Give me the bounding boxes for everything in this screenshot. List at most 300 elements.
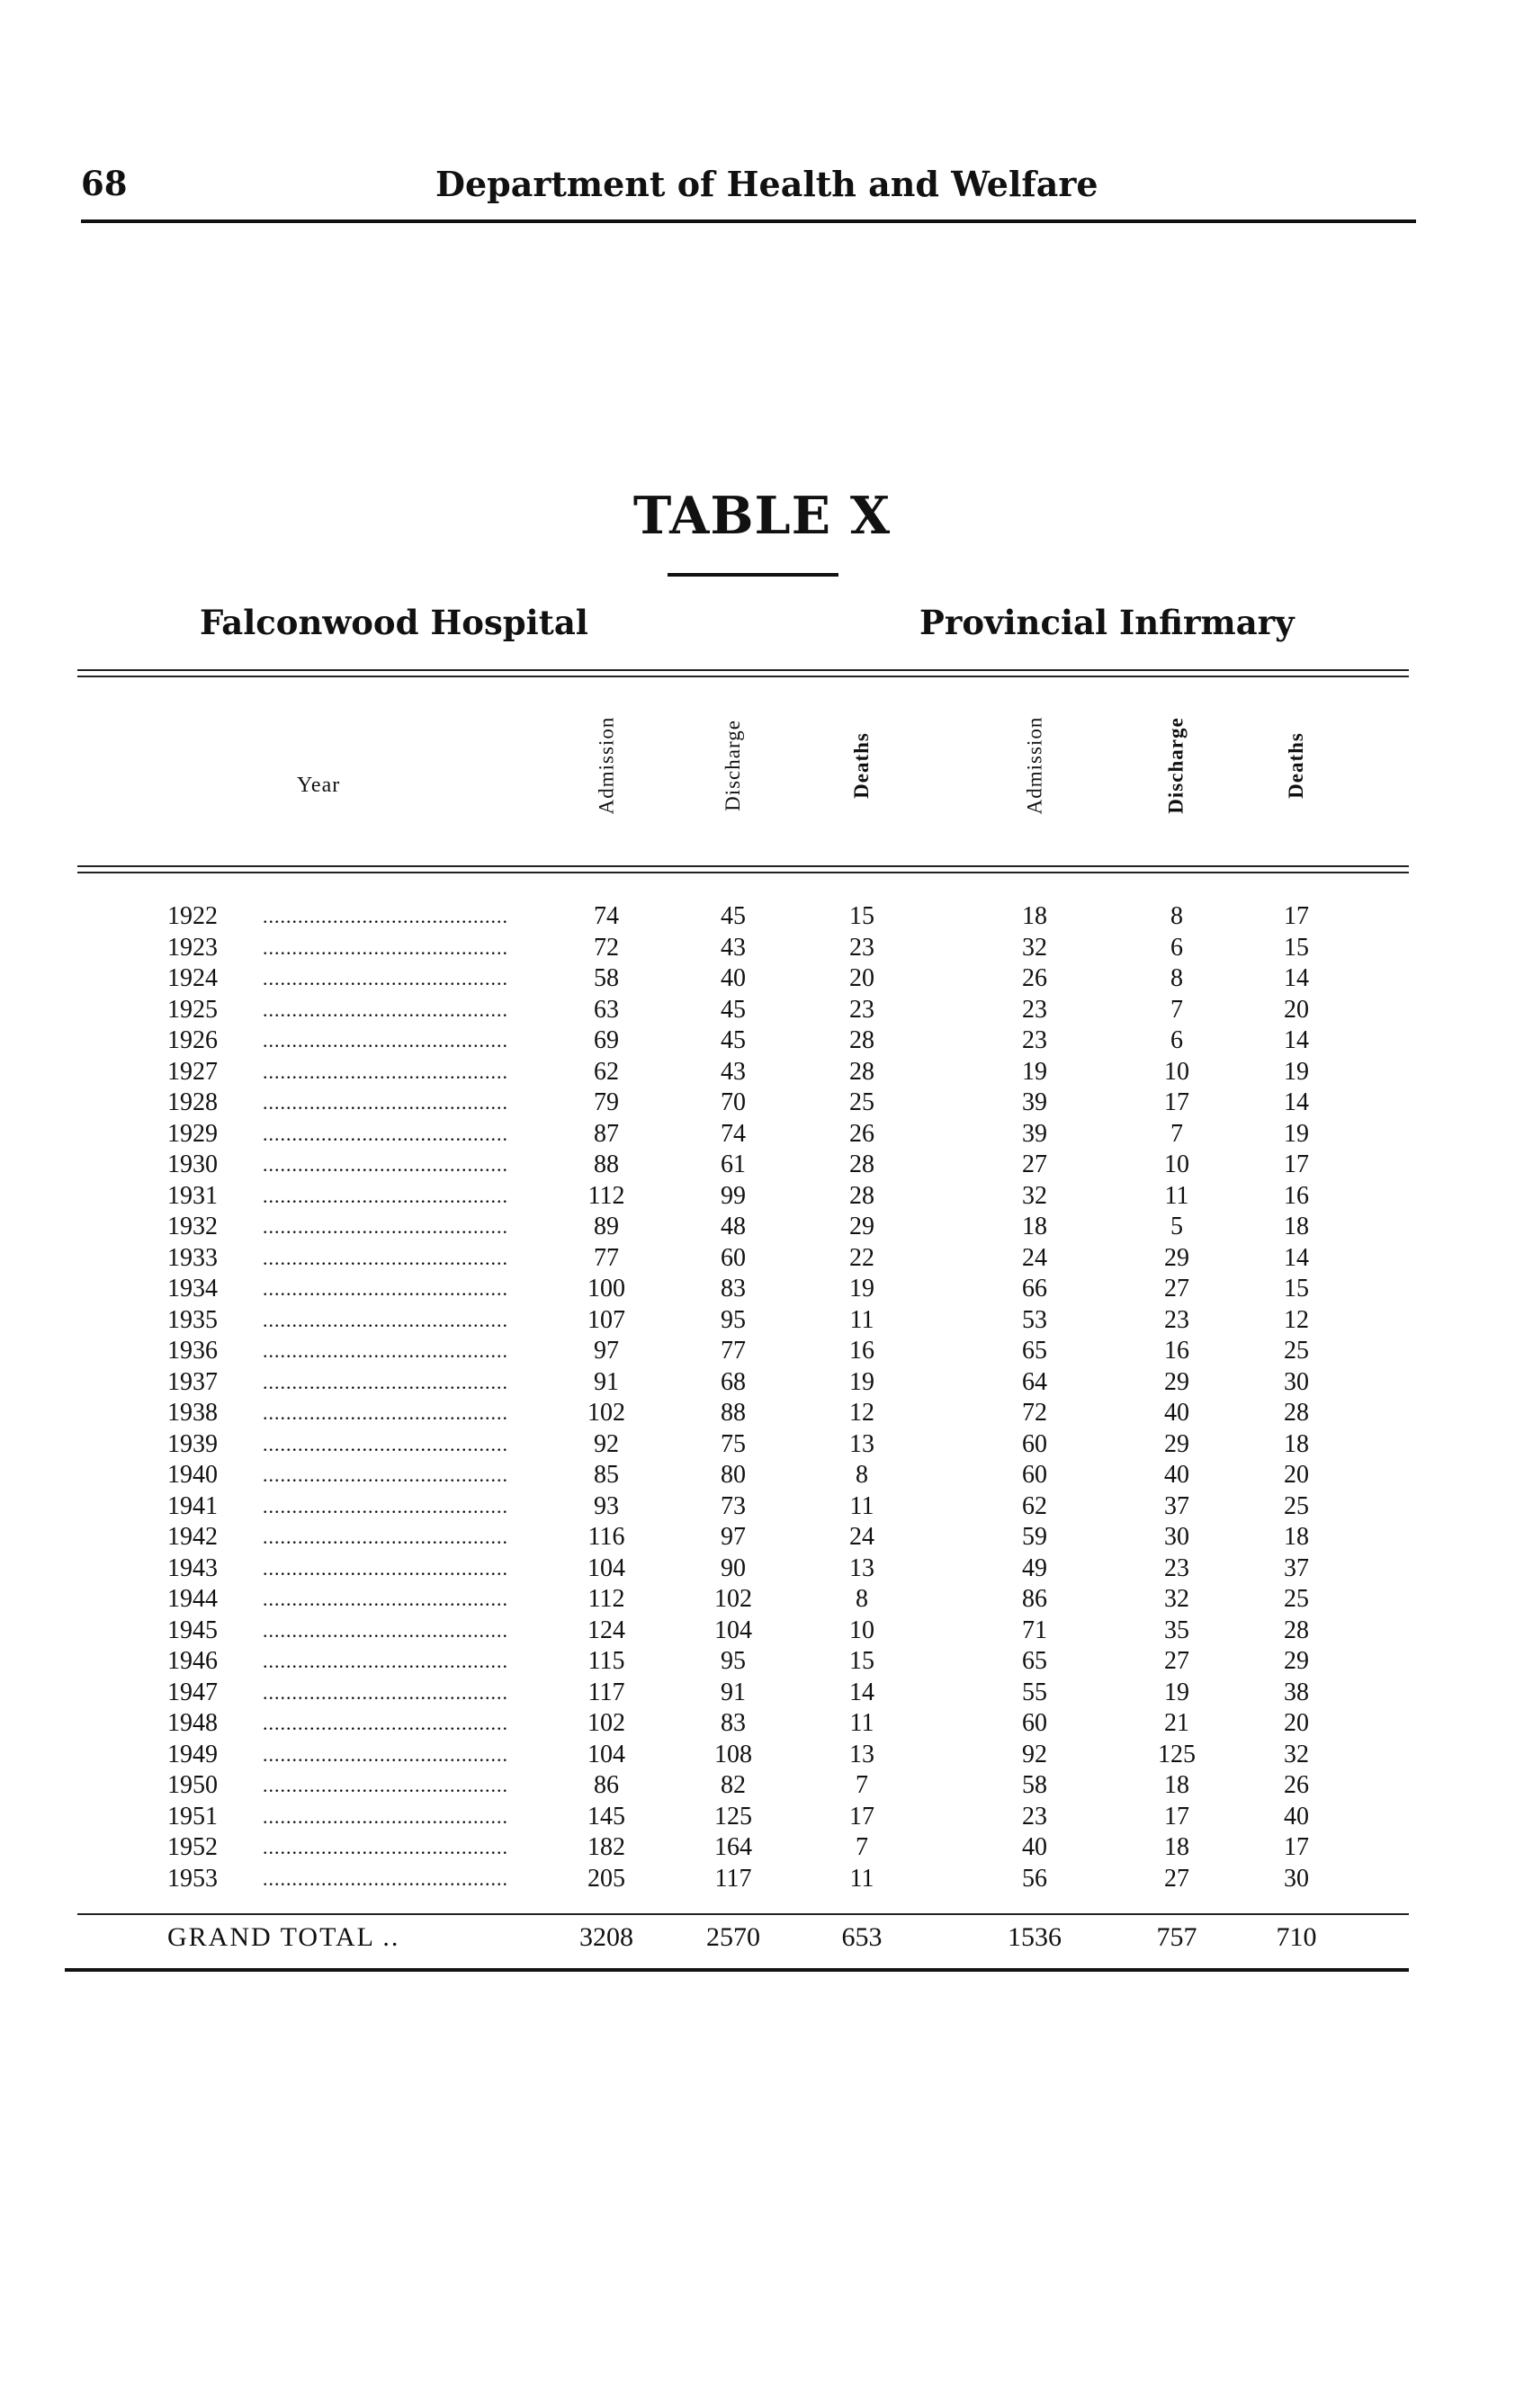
deaths-falconwood-cell: 13 bbox=[849, 1429, 874, 1458]
discharge-provincial-cell: 29 bbox=[1164, 1243, 1189, 1272]
admission-provincial-cell: 55 bbox=[1022, 1678, 1047, 1706]
discharge-provincial-cell: 23 bbox=[1164, 1553, 1189, 1582]
table-row bbox=[0, 933, 1524, 964]
deaths-falconwood-cell: 15 bbox=[849, 902, 874, 930]
admission-falconwood-cell: 104 bbox=[587, 1553, 625, 1582]
admission-provincial-cell: 59 bbox=[1022, 1523, 1047, 1551]
table-title: TABLE X bbox=[632, 486, 892, 546]
discharge-provincial-cell: 27 bbox=[1164, 1275, 1189, 1302]
running-head: Department of Health and Welfare bbox=[435, 164, 1098, 204]
table-row bbox=[0, 1212, 1524, 1243]
leader-dots: .......................................... bbox=[263, 1432, 508, 1455]
year-cell: 1935 bbox=[167, 1305, 218, 1334]
column-header-discharge-falconwood: Discharge bbox=[722, 720, 745, 811]
table-row bbox=[0, 1460, 1524, 1491]
admission-provincial-cell: 24 bbox=[1022, 1243, 1047, 1272]
total-admission-provincial: 1536 bbox=[1008, 1922, 1062, 1952]
deaths-falconwood-cell: 7 bbox=[856, 1771, 868, 1799]
discharge-provincial-cell: 6 bbox=[1170, 1026, 1183, 1054]
deaths-provincial-cell: 38 bbox=[1284, 1678, 1309, 1706]
table-row bbox=[0, 1770, 1524, 1802]
discharge-provincial-cell: 17 bbox=[1164, 1802, 1189, 1831]
discharge-provincial-cell: 40 bbox=[1164, 1461, 1189, 1489]
admission-falconwood-cell: 100 bbox=[587, 1275, 625, 1302]
admission-provincial-cell: 26 bbox=[1022, 964, 1047, 992]
deaths-falconwood-cell: 20 bbox=[849, 964, 874, 992]
table-row bbox=[0, 1150, 1524, 1181]
table-row bbox=[0, 1336, 1524, 1367]
deaths-provincial-cell: 16 bbox=[1284, 1181, 1309, 1210]
admission-provincial-cell: 32 bbox=[1022, 1181, 1047, 1210]
deaths-falconwood-cell: 11 bbox=[849, 1709, 874, 1737]
year-cell: 1946 bbox=[167, 1647, 218, 1675]
discharge-falconwood-cell: 164 bbox=[714, 1833, 752, 1861]
deaths-provincial-cell: 26 bbox=[1284, 1771, 1309, 1799]
discharge-provincial-cell: 21 bbox=[1164, 1709, 1189, 1737]
deaths-provincial-cell: 25 bbox=[1284, 1337, 1309, 1365]
deaths-falconwood-cell: 11 bbox=[849, 1305, 874, 1334]
discharge-provincial-cell: 40 bbox=[1164, 1399, 1189, 1427]
admission-falconwood-cell: 69 bbox=[594, 1026, 619, 1054]
deaths-falconwood-cell: 11 bbox=[849, 1491, 874, 1520]
year-cell: 1943 bbox=[167, 1553, 218, 1582]
admission-provincial-cell: 27 bbox=[1022, 1150, 1047, 1178]
year-cell: 1933 bbox=[167, 1243, 218, 1272]
leader-dots: .......................................... bbox=[263, 1774, 508, 1796]
admission-falconwood-cell: 63 bbox=[594, 995, 619, 1024]
deaths-falconwood-cell: 14 bbox=[849, 1678, 874, 1706]
column-header-deaths-provincial: Deaths bbox=[1285, 732, 1308, 799]
admission-falconwood-cell: 117 bbox=[587, 1678, 625, 1706]
total-deaths-provincial: 710 bbox=[1276, 1922, 1317, 1952]
leader-dots: .......................................... bbox=[263, 1308, 508, 1331]
year-cell: 1937 bbox=[167, 1367, 218, 1396]
year-cell: 1945 bbox=[167, 1616, 218, 1644]
leader-dots: .......................................... bbox=[263, 905, 508, 927]
discharge-falconwood-cell: 83 bbox=[721, 1709, 746, 1737]
deaths-provincial-cell: 37 bbox=[1284, 1553, 1309, 1582]
year-cell: 1936 bbox=[167, 1337, 218, 1365]
leader-dots: .......................................... bbox=[263, 1464, 508, 1486]
discharge-provincial-cell: 32 bbox=[1164, 1585, 1189, 1613]
table-header-rule bbox=[77, 865, 1409, 873]
deaths-falconwood-cell: 8 bbox=[856, 1585, 868, 1613]
admission-provincial-cell: 66 bbox=[1022, 1275, 1047, 1302]
admission-provincial-cell: 60 bbox=[1022, 1429, 1047, 1458]
table-row bbox=[0, 1864, 1524, 1895]
admission-provincial-cell: 65 bbox=[1022, 1647, 1047, 1675]
leader-dots: .......................................... bbox=[263, 1526, 508, 1548]
admission-provincial-cell: 39 bbox=[1022, 1088, 1047, 1116]
year-cell: 1948 bbox=[167, 1709, 218, 1737]
discharge-falconwood-cell: 61 bbox=[721, 1150, 746, 1178]
admission-falconwood-cell: 205 bbox=[587, 1864, 625, 1893]
admission-provincial-cell: 23 bbox=[1022, 995, 1047, 1024]
table-row bbox=[0, 1740, 1524, 1771]
deaths-provincial-cell: 14 bbox=[1284, 964, 1309, 992]
discharge-falconwood-cell: 91 bbox=[721, 1678, 746, 1706]
column-header-admission-provincial: Admission bbox=[1023, 716, 1045, 815]
discharge-provincial-cell: 11 bbox=[1164, 1181, 1189, 1210]
deaths-provincial-cell: 18 bbox=[1284, 1213, 1309, 1240]
table-row bbox=[0, 1057, 1524, 1088]
column-header-discharge-provincial: Discharge bbox=[1165, 717, 1188, 814]
discharge-falconwood-cell: 95 bbox=[721, 1305, 746, 1334]
discharge-provincial-cell: 10 bbox=[1164, 1150, 1189, 1178]
admission-provincial-cell: 92 bbox=[1022, 1740, 1047, 1768]
admission-provincial-cell: 39 bbox=[1022, 1119, 1047, 1148]
year-cell: 1944 bbox=[167, 1585, 218, 1613]
discharge-falconwood-cell: 88 bbox=[721, 1399, 746, 1427]
deaths-provincial-cell: 29 bbox=[1284, 1647, 1309, 1675]
deaths-falconwood-cell: 28 bbox=[849, 1150, 874, 1178]
deaths-falconwood-cell: 13 bbox=[849, 1553, 874, 1582]
discharge-falconwood-cell: 74 bbox=[721, 1119, 746, 1148]
leader-dots: .......................................... bbox=[263, 1836, 508, 1858]
admission-provincial-cell: 56 bbox=[1022, 1864, 1047, 1893]
deaths-falconwood-cell: 7 bbox=[856, 1833, 868, 1861]
admission-provincial-cell: 49 bbox=[1022, 1553, 1047, 1582]
discharge-falconwood-cell: 70 bbox=[721, 1088, 746, 1116]
admission-falconwood-cell: 88 bbox=[594, 1150, 619, 1178]
admission-falconwood-cell: 104 bbox=[587, 1740, 625, 1768]
discharge-falconwood-cell: 125 bbox=[714, 1802, 752, 1831]
deaths-falconwood-cell: 22 bbox=[849, 1243, 874, 1272]
year-cell: 1926 bbox=[167, 1026, 218, 1054]
deaths-falconwood-cell: 25 bbox=[849, 1088, 874, 1116]
year-cell: 1925 bbox=[167, 995, 218, 1024]
deaths-falconwood-cell: 23 bbox=[849, 995, 874, 1024]
deaths-provincial-cell: 14 bbox=[1284, 1088, 1309, 1116]
total-discharge-falconwood: 2570 bbox=[706, 1922, 760, 1952]
discharge-falconwood-cell: 45 bbox=[721, 1026, 746, 1054]
table-row bbox=[0, 1491, 1524, 1523]
table-row bbox=[0, 1553, 1524, 1585]
total-admission-falconwood: 3208 bbox=[579, 1922, 633, 1952]
table-row bbox=[0, 1398, 1524, 1429]
discharge-provincial-cell: 18 bbox=[1164, 1833, 1189, 1861]
total-deaths-falconwood: 653 bbox=[841, 1922, 883, 1952]
discharge-provincial-cell: 37 bbox=[1164, 1491, 1189, 1520]
table-row bbox=[0, 995, 1524, 1026]
deaths-provincial-cell: 28 bbox=[1284, 1399, 1309, 1427]
group-title-provincial: Provincial Infirmary bbox=[919, 603, 1295, 642]
admission-falconwood-cell: 77 bbox=[594, 1243, 619, 1272]
deaths-falconwood-cell: 8 bbox=[856, 1461, 868, 1489]
discharge-falconwood-cell: 43 bbox=[721, 933, 746, 962]
deaths-provincial-cell: 18 bbox=[1284, 1523, 1309, 1551]
deaths-falconwood-cell: 13 bbox=[849, 1740, 874, 1768]
year-cell: 1930 bbox=[167, 1150, 218, 1178]
discharge-falconwood-cell: 43 bbox=[721, 1057, 746, 1086]
table-row bbox=[0, 1305, 1524, 1337]
leader-dots: .......................................... bbox=[263, 1277, 508, 1300]
table-row bbox=[0, 1274, 1524, 1305]
admission-falconwood-cell: 85 bbox=[594, 1461, 619, 1489]
admission-provincial-cell: 72 bbox=[1022, 1399, 1047, 1427]
discharge-falconwood-cell: 83 bbox=[721, 1275, 746, 1302]
admission-falconwood-cell: 145 bbox=[587, 1802, 625, 1831]
deaths-falconwood-cell: 15 bbox=[849, 1647, 874, 1675]
leader-dots: .......................................... bbox=[263, 1804, 508, 1828]
deaths-provincial-cell: 19 bbox=[1284, 1119, 1309, 1148]
admission-falconwood-cell: 112 bbox=[587, 1585, 625, 1613]
discharge-falconwood-cell: 75 bbox=[721, 1429, 746, 1458]
discharge-provincial-cell: 27 bbox=[1164, 1647, 1189, 1675]
discharge-provincial-cell: 6 bbox=[1170, 933, 1183, 962]
deaths-falconwood-cell: 28 bbox=[849, 1181, 874, 1210]
admission-provincial-cell: 64 bbox=[1022, 1367, 1047, 1396]
admission-provincial-cell: 60 bbox=[1022, 1709, 1047, 1737]
admission-falconwood-cell: 97 bbox=[594, 1337, 619, 1365]
leader-dots: .......................................... bbox=[263, 935, 508, 959]
deaths-provincial-cell: 14 bbox=[1284, 1026, 1309, 1054]
table-row bbox=[0, 901, 1524, 933]
grand-total-label: GRAND TOTAL .. bbox=[167, 1922, 400, 1952]
admission-provincial-cell: 32 bbox=[1022, 933, 1047, 962]
admission-provincial-cell: 19 bbox=[1022, 1057, 1047, 1086]
admission-provincial-cell: 23 bbox=[1022, 1802, 1047, 1831]
admission-falconwood-cell: 92 bbox=[594, 1429, 619, 1458]
discharge-provincial-cell: 8 bbox=[1170, 902, 1183, 930]
year-cell: 1951 bbox=[167, 1802, 218, 1831]
year-cell: 1929 bbox=[167, 1119, 218, 1148]
discharge-provincial-cell: 17 bbox=[1164, 1088, 1189, 1116]
table-row bbox=[0, 1025, 1524, 1057]
discharge-falconwood-cell: 40 bbox=[721, 964, 746, 992]
leader-dots: .......................................... bbox=[263, 1184, 508, 1207]
deaths-provincial-cell: 18 bbox=[1284, 1429, 1309, 1458]
table-row bbox=[0, 1708, 1524, 1740]
discharge-provincial-cell: 29 bbox=[1164, 1429, 1189, 1458]
leader-dots: .......................................... bbox=[263, 1650, 508, 1672]
column-header-admission-falconwood: Admission bbox=[595, 716, 617, 815]
admission-falconwood-cell: 182 bbox=[587, 1833, 625, 1861]
year-cell: 1953 bbox=[167, 1864, 218, 1893]
deaths-falconwood-cell: 10 bbox=[849, 1616, 874, 1644]
year-cell: 1942 bbox=[167, 1523, 218, 1551]
group-title-falconwood: Falconwood Hospital bbox=[200, 603, 588, 642]
admission-provincial-cell: 62 bbox=[1022, 1491, 1047, 1520]
table-row bbox=[0, 1646, 1524, 1678]
deaths-provincial-cell: 20 bbox=[1284, 1461, 1309, 1489]
admission-provincial-cell: 65 bbox=[1022, 1337, 1047, 1365]
leader-dots: .......................................... bbox=[263, 1246, 508, 1269]
leader-dots: .......................................... bbox=[263, 1029, 508, 1052]
leader-dots: .......................................... bbox=[263, 1618, 508, 1642]
admission-falconwood-cell: 89 bbox=[594, 1213, 619, 1240]
year-cell: 1928 bbox=[167, 1088, 218, 1116]
table-row bbox=[0, 1802, 1524, 1833]
discharge-provincial-cell: 27 bbox=[1164, 1864, 1189, 1893]
admission-falconwood-cell: 62 bbox=[594, 1057, 619, 1086]
discharge-falconwood-cell: 82 bbox=[721, 1771, 746, 1799]
admission-falconwood-cell: 115 bbox=[587, 1647, 625, 1675]
leader-dots: .......................................... bbox=[263, 1588, 508, 1610]
admission-falconwood-cell: 86 bbox=[594, 1771, 619, 1799]
admission-provincial-cell: 53 bbox=[1022, 1305, 1047, 1334]
discharge-falconwood-cell: 68 bbox=[721, 1367, 746, 1396]
admission-falconwood-cell: 74 bbox=[594, 902, 619, 930]
year-cell: 1934 bbox=[167, 1275, 218, 1302]
discharge-falconwood-cell: 95 bbox=[721, 1647, 746, 1675]
total-top-rule bbox=[77, 1913, 1409, 1915]
admission-provincial-cell: 18 bbox=[1022, 1213, 1047, 1240]
admission-provincial-cell: 23 bbox=[1022, 1026, 1047, 1054]
table-row bbox=[0, 963, 1524, 995]
discharge-provincial-cell: 23 bbox=[1164, 1305, 1189, 1334]
admission-falconwood-cell: 112 bbox=[587, 1181, 625, 1210]
discharge-provincial-cell: 18 bbox=[1164, 1771, 1189, 1799]
deaths-provincial-cell: 30 bbox=[1284, 1864, 1309, 1893]
leader-dots: .......................................... bbox=[263, 1866, 508, 1890]
leader-dots: .......................................... bbox=[263, 1091, 508, 1114]
deaths-provincial-cell: 25 bbox=[1284, 1585, 1309, 1613]
table-row bbox=[0, 1088, 1524, 1119]
deaths-provincial-cell: 17 bbox=[1284, 1150, 1309, 1178]
admission-provincial-cell: 58 bbox=[1022, 1771, 1047, 1799]
year-cell: 1932 bbox=[167, 1213, 218, 1240]
discharge-falconwood-cell: 80 bbox=[721, 1461, 746, 1489]
admission-falconwood-cell: 72 bbox=[594, 933, 619, 962]
admission-provincial-cell: 86 bbox=[1022, 1585, 1047, 1613]
year-cell: 1952 bbox=[167, 1833, 218, 1861]
discharge-falconwood-cell: 97 bbox=[721, 1523, 746, 1551]
deaths-provincial-cell: 15 bbox=[1284, 933, 1309, 962]
leader-dots: .......................................... bbox=[263, 1556, 508, 1580]
leader-dots: .......................................... bbox=[263, 1680, 508, 1704]
year-cell: 1924 bbox=[167, 964, 218, 992]
deaths-falconwood-cell: 19 bbox=[849, 1275, 874, 1302]
leader-dots: .......................................... bbox=[263, 967, 508, 989]
admission-provincial-cell: 18 bbox=[1022, 902, 1047, 930]
discharge-provincial-cell: 7 bbox=[1170, 1119, 1183, 1148]
discharge-provincial-cell: 8 bbox=[1170, 964, 1183, 992]
leader-dots: .......................................... bbox=[263, 1494, 508, 1517]
table-row bbox=[0, 1584, 1524, 1616]
deaths-provincial-cell: 17 bbox=[1284, 902, 1309, 930]
admission-falconwood-cell: 107 bbox=[587, 1305, 625, 1334]
discharge-falconwood-cell: 102 bbox=[714, 1585, 752, 1613]
admission-provincial-cell: 40 bbox=[1022, 1833, 1047, 1861]
year-cell: 1947 bbox=[167, 1678, 218, 1706]
year-cell: 1939 bbox=[167, 1429, 218, 1458]
leader-dots: .......................................... bbox=[263, 1339, 508, 1362]
discharge-falconwood-cell: 108 bbox=[714, 1740, 752, 1768]
leader-dots: .......................................... bbox=[263, 998, 508, 1021]
total-bottom-rule bbox=[65, 1968, 1409, 1972]
table-row bbox=[0, 1522, 1524, 1553]
discharge-falconwood-cell: 48 bbox=[721, 1213, 746, 1240]
admission-falconwood-cell: 87 bbox=[594, 1119, 619, 1148]
year-column-header: Year bbox=[297, 774, 341, 797]
table-row bbox=[0, 1119, 1524, 1150]
year-cell: 1940 bbox=[167, 1461, 218, 1489]
table-row bbox=[0, 1367, 1524, 1399]
deaths-falconwood-cell: 26 bbox=[849, 1119, 874, 1148]
deaths-provincial-cell: 17 bbox=[1284, 1833, 1309, 1861]
table-row bbox=[0, 1616, 1524, 1647]
discharge-falconwood-cell: 73 bbox=[721, 1491, 746, 1520]
column-header-deaths-falconwood: Deaths bbox=[850, 732, 874, 799]
leader-dots: .......................................... bbox=[263, 1153, 508, 1176]
header-rule bbox=[81, 219, 1416, 223]
admission-falconwood-cell: 58 bbox=[594, 964, 619, 992]
deaths-provincial-cell: 19 bbox=[1284, 1057, 1309, 1086]
discharge-falconwood-cell: 90 bbox=[721, 1553, 746, 1582]
year-cell: 1949 bbox=[167, 1740, 218, 1768]
leader-dots: .......................................... bbox=[263, 1742, 508, 1766]
deaths-falconwood-cell: 29 bbox=[849, 1213, 874, 1240]
table-body bbox=[0, 901, 1524, 1894]
table-row bbox=[0, 1181, 1524, 1213]
deaths-falconwood-cell: 17 bbox=[849, 1802, 874, 1831]
deaths-provincial-cell: 12 bbox=[1284, 1305, 1309, 1334]
grand-total-row bbox=[0, 1920, 1524, 1956]
leader-dots: .......................................... bbox=[263, 1401, 508, 1424]
admission-provincial-cell: 60 bbox=[1022, 1461, 1047, 1489]
table-row bbox=[0, 1832, 1524, 1864]
deaths-falconwood-cell: 12 bbox=[849, 1399, 874, 1427]
year-cell: 1950 bbox=[167, 1771, 218, 1799]
discharge-provincial-cell: 29 bbox=[1164, 1367, 1189, 1396]
leader-dots: .......................................... bbox=[263, 1370, 508, 1393]
admission-falconwood-cell: 102 bbox=[587, 1709, 625, 1737]
deaths-falconwood-cell: 28 bbox=[849, 1057, 874, 1086]
table-row bbox=[0, 1243, 1524, 1275]
discharge-falconwood-cell: 45 bbox=[721, 995, 746, 1024]
deaths-provincial-cell: 28 bbox=[1284, 1616, 1309, 1644]
discharge-falconwood-cell: 77 bbox=[721, 1337, 746, 1365]
deaths-falconwood-cell: 28 bbox=[849, 1026, 874, 1054]
deaths-falconwood-cell: 24 bbox=[849, 1523, 874, 1551]
deaths-provincial-cell: 20 bbox=[1284, 995, 1309, 1024]
leader-dots: .......................................... bbox=[263, 1060, 508, 1083]
deaths-falconwood-cell: 11 bbox=[849, 1864, 874, 1893]
year-cell: 1931 bbox=[167, 1181, 218, 1210]
year-cell: 1941 bbox=[167, 1491, 218, 1520]
year-cell: 1927 bbox=[167, 1057, 218, 1086]
title-rule bbox=[668, 573, 838, 577]
leader-dots: .......................................... bbox=[263, 1712, 508, 1734]
deaths-provincial-cell: 15 bbox=[1284, 1275, 1309, 1302]
table-row bbox=[0, 1429, 1524, 1461]
discharge-provincial-cell: 5 bbox=[1170, 1213, 1183, 1240]
discharge-falconwood-cell: 60 bbox=[721, 1243, 746, 1272]
leader-dots: .......................................... bbox=[263, 1122, 508, 1145]
admission-falconwood-cell: 124 bbox=[587, 1616, 625, 1644]
year-cell: 1923 bbox=[167, 933, 218, 962]
deaths-provincial-cell: 14 bbox=[1284, 1243, 1309, 1272]
total-discharge-provincial: 757 bbox=[1156, 1922, 1197, 1952]
deaths-provincial-cell: 20 bbox=[1284, 1709, 1309, 1737]
table-top-rule bbox=[77, 669, 1409, 677]
discharge-falconwood-cell: 45 bbox=[721, 902, 746, 930]
discharge-falconwood-cell: 99 bbox=[721, 1181, 746, 1210]
year-cell: 1922 bbox=[167, 902, 218, 930]
discharge-provincial-cell: 16 bbox=[1164, 1337, 1189, 1365]
discharge-provincial-cell: 30 bbox=[1164, 1523, 1189, 1551]
table-row bbox=[0, 1678, 1524, 1709]
admission-falconwood-cell: 91 bbox=[594, 1367, 619, 1396]
discharge-provincial-cell: 35 bbox=[1164, 1616, 1189, 1644]
discharge-provincial-cell: 10 bbox=[1164, 1057, 1189, 1086]
admission-provincial-cell: 71 bbox=[1022, 1616, 1047, 1644]
deaths-falconwood-cell: 23 bbox=[849, 933, 874, 962]
admission-falconwood-cell: 102 bbox=[587, 1399, 625, 1427]
discharge-provincial-cell: 7 bbox=[1170, 995, 1183, 1024]
deaths-provincial-cell: 32 bbox=[1284, 1740, 1309, 1768]
